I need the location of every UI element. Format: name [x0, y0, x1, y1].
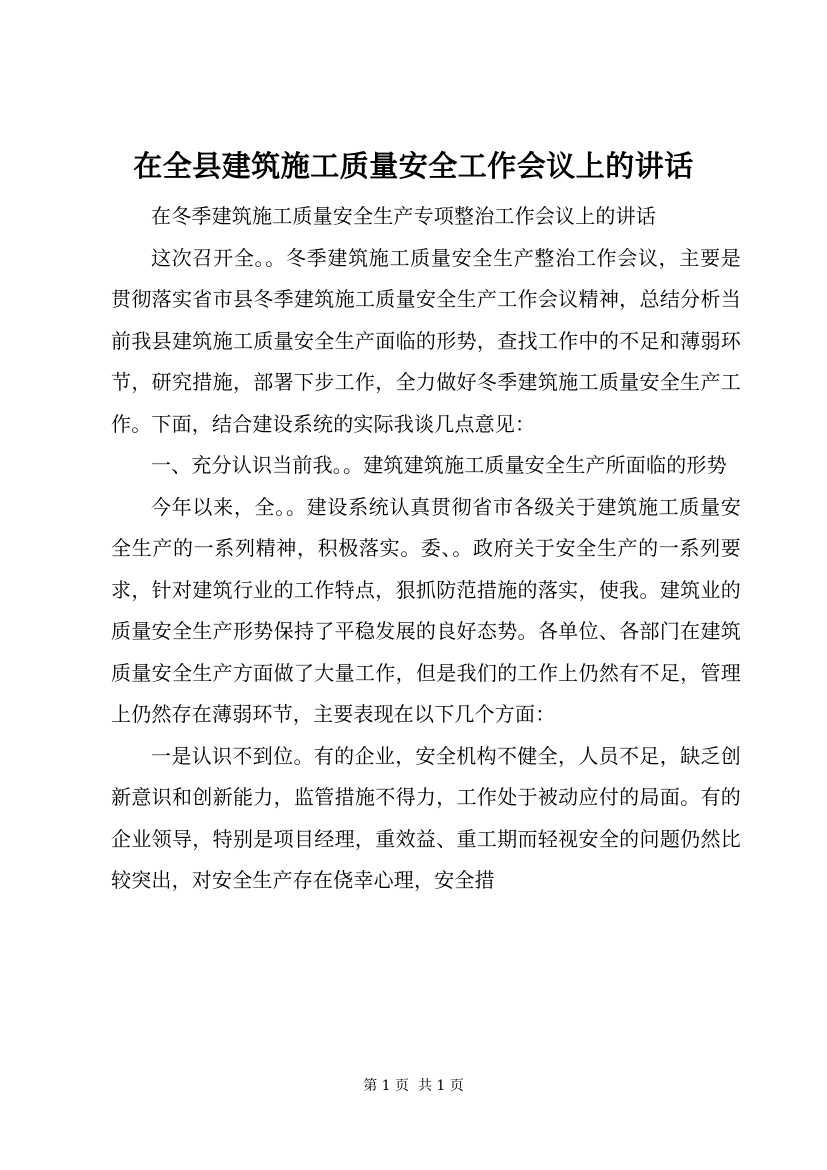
paragraph: 这次召开全。。冬季建筑施工质量安全生产整治工作会议，主要是贯彻落实省市县冬季建筑施工质量安全生产工作会议精神，总结分析当前我县建筑施工质量安全生产面临的形势，查找工作中的不足和薄弱环节，研究措施，部署下步工作，全力做好冬季建筑施工质量安全生产工作。下面，结合建设系统的实际我谈几点意见： [111, 245, 741, 436]
paragraph: 今年以来，全。。建设系统认真贯彻省市各级关于建筑施工质量安全生产的一系列精神，积极落实。委、。政府关于安全生产的一系列要求，针对建筑行业的工作特点，狠抓防范措施的落实，使我。建筑业的质量安全生产形势保持了平稳发展的良好态势。各单位、各部门在建筑质量安全生产方面做了大量工作，但是我们的工作上仍然有不足，管理上仍然存在薄弱环节，主要表现在以下几个方面： [111, 494, 741, 726]
paragraph: 在冬季建筑施工质量安全生产专项整治工作会议上的讲话 [151, 204, 656, 228]
document-title: 在全县建筑施工质量安全工作会议上的讲话 [133, 149, 694, 183]
paragraph: 一是认识不到位。有的企业，安全机构不健全，人员不足，缺乏创新意识和创新能力，监管措施不得力，工作处于被动应付的局面。有的企业领导，特别是项目经理，重效益、重工期而轻视安全的问题仍然比较突出，对安全生产存在侥幸心理，安全措 [111, 743, 741, 892]
page-footer [0, 1076, 827, 1096]
paragraph: 一、充分认识当前我。。建筑建筑施工质量安全生产所面临的形势 [151, 453, 727, 477]
document-body [111, 196, 741, 902]
page-number: 第 1 页 共 1 页 [363, 1078, 464, 1094]
